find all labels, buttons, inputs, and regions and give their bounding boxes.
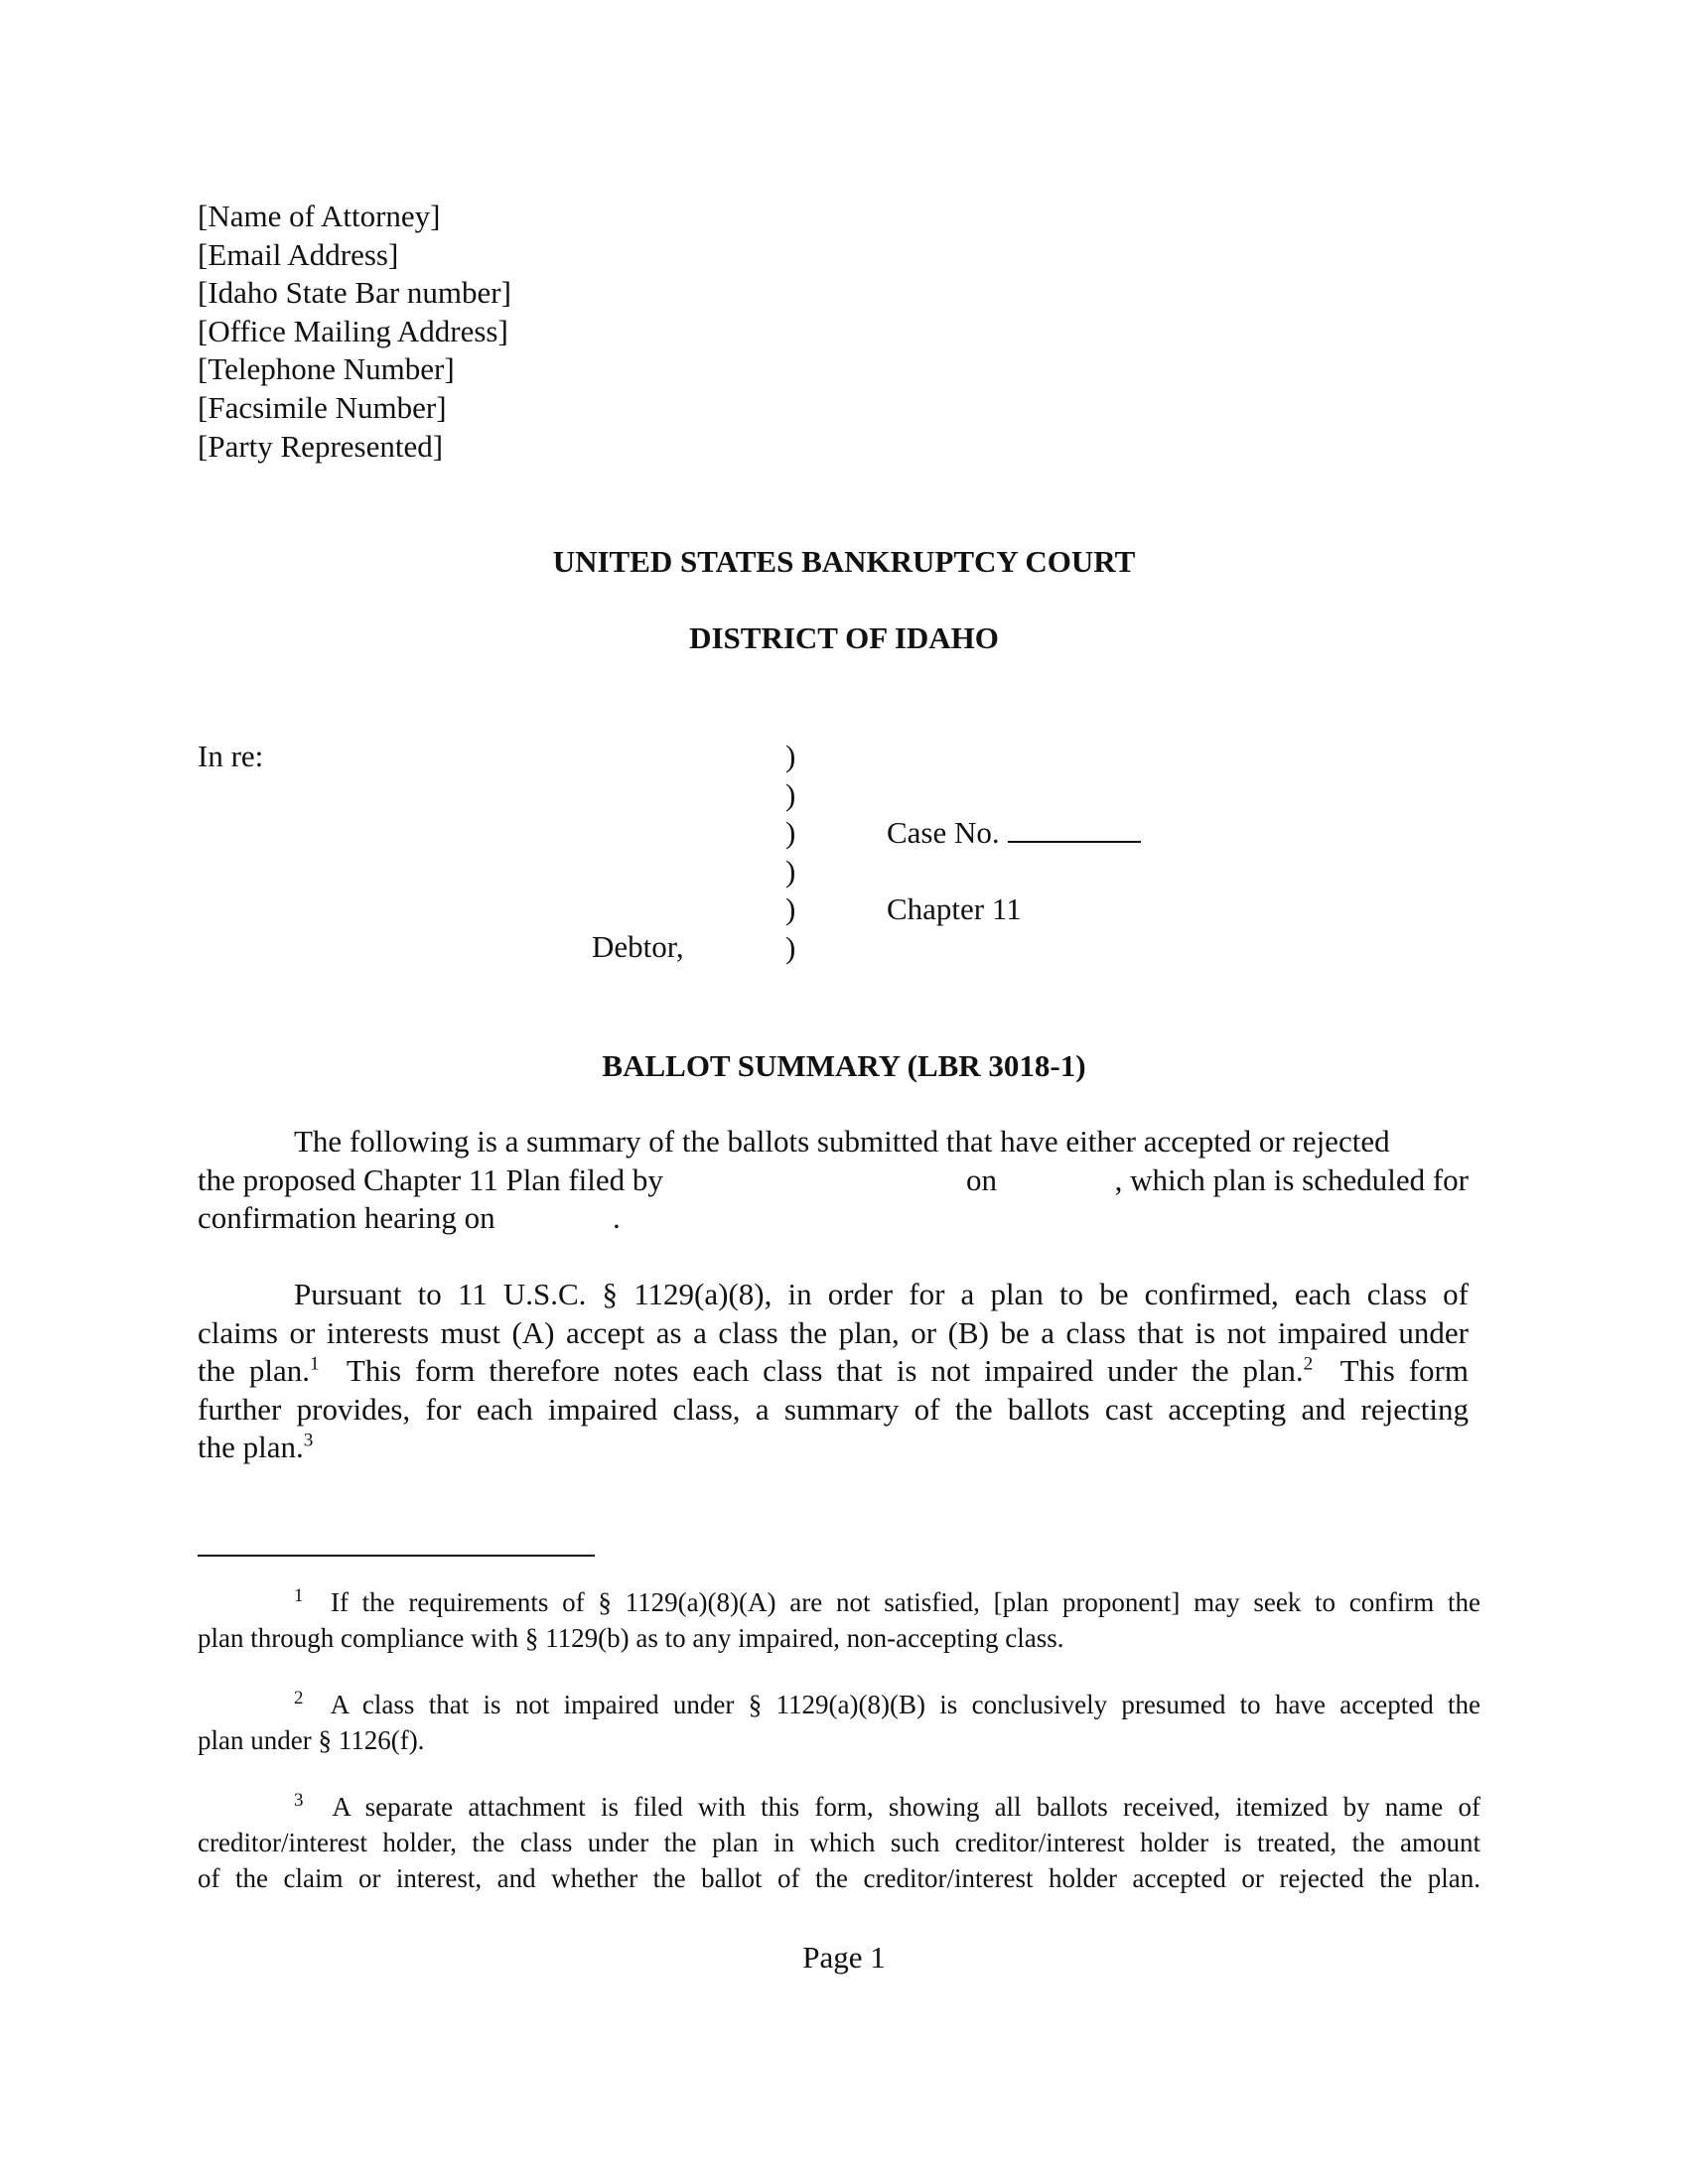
- header-line-bar-number: [Idaho State Bar number]: [198, 275, 511, 311]
- footnote-separator: [198, 1555, 595, 1557]
- page-number: Page 1: [802, 1940, 886, 1975]
- footnote-ref-1[interactable]: 1: [309, 1353, 320, 1375]
- header-line-facsimile: [Facsimile Number]: [198, 389, 447, 425]
- case-number-label: Case No.: [887, 815, 1000, 850]
- header-line-party: [Party Represented]: [198, 428, 444, 464]
- case-number-blank: [1008, 815, 1141, 843]
- para2-line2: claims or interests must (A) accept as a class the plan, or (B) be a class that is not impaired under: [198, 1314, 1469, 1350]
- case-number-field: [887, 814, 1141, 853]
- footnote-1-number: 1: [294, 1585, 304, 1606]
- caption-paren: ): [785, 891, 796, 927]
- caption-paren-column: [785, 738, 795, 968]
- footnote-2-line1: $^2$ A class that is not impaired under § 1129(a)(8)(B) is conclusively presumed to have accepted the: [294, 1688, 1480, 1719]
- footnote-ref-2[interactable]: 2: [1303, 1353, 1314, 1375]
- header-line-attorney-name: [Name of Attorney]: [198, 199, 441, 233]
- attorney-header-block: [198, 198, 511, 466]
- footnote-3-line2: creditor/interest holder, the class under the plan in which such creditor/interest holder is treated, the amount: [198, 1828, 1480, 1857]
- footnote-3-line3: of the claim or interest, and whether the ballot of the creditor/interest holder accepted or rejected the plan.: [198, 1863, 1480, 1893]
- footnote-1-line1: $^1$ If the requirements of § 1129(a)(8)(A) are not satisfied, [plan proponent] may seek to confirm the: [294, 1585, 1481, 1617]
- footnote-1-line2: plan through compliance with § 1129(b) as to any impaired, non-accepting class.: [198, 1623, 1064, 1653]
- footnote-2-line2: plan under § 1126(f).: [198, 1725, 425, 1755]
- footnote-3-number: 3: [294, 1790, 304, 1811]
- header-line-mailing-address: [Office Mailing Address]: [198, 313, 508, 348]
- footnote-3: [198, 1789, 1480, 1896]
- footnote-1: [198, 1584, 1480, 1656]
- paragraph-summary-intro: [198, 1123, 1469, 1238]
- para2-line4: further provides, for each impaired class, a summary of the ballots cast accepting and rejecting: [198, 1391, 1469, 1427]
- para1-line3: [198, 1199, 1469, 1238]
- caption-paren: ): [785, 853, 796, 888]
- para1-line2: [198, 1161, 1469, 1200]
- caption-in-re: In re:: [198, 739, 264, 773]
- header-line-email: [Email Address]: [198, 236, 399, 272]
- paragraph-1129-explanation: [198, 1276, 1469, 1467]
- para2-line3: the plan.$^1$ This form therefore notes each class that is not impaired under the plan.$^2$ This form: [198, 1353, 1469, 1389]
- header-line-telephone: [Telephone Number]: [198, 351, 455, 387]
- para1-filed-by-text: the proposed Chapter 11 Plan filed by: [198, 1161, 663, 1197]
- caption-paren: ): [785, 776, 796, 812]
- para2-line1: Pursuant to 11 U.S.C. § 1129(a)(8), in order for a plan to be confirmed, each class of: [294, 1277, 1469, 1311]
- para1-hearing-text: confirmation hearing on: [198, 1200, 495, 1236]
- caption-paren: ): [785, 815, 796, 851]
- court-district: DISTRICT OF IDAHO: [689, 620, 999, 655]
- footnote-ref-3[interactable]: 3: [303, 1431, 314, 1452]
- caption-debtor: Debtor,: [592, 929, 684, 964]
- para1-on-text: on: [966, 1161, 997, 1197]
- footnote-2: [198, 1687, 1480, 1758]
- para1-scheduled-text: , which plan is scheduled for: [1114, 1161, 1469, 1197]
- para1-line1: The following is a summary of the ballots submitted that have either accepted or rejected: [294, 1124, 1390, 1159]
- caption-paren: ): [785, 739, 796, 773]
- para2-line5: the plan.$^3$: [198, 1430, 314, 1465]
- court-name: UNITED STATES BANKRUPTCY COURT: [552, 544, 1136, 579]
- caption-chapter: Chapter 11: [887, 891, 1022, 926]
- para1-period: .: [613, 1200, 621, 1236]
- footnote-3-line1: $^3$ A separate attachment is filed with this form, showing all ballots received, itemized by name of: [294, 1790, 1480, 1822]
- document-title: BALLOT SUMMARY (LBR 3018-1): [602, 1048, 1086, 1083]
- caption-paren: ): [785, 929, 796, 965]
- footnote-2-number: 2: [294, 1688, 304, 1708]
